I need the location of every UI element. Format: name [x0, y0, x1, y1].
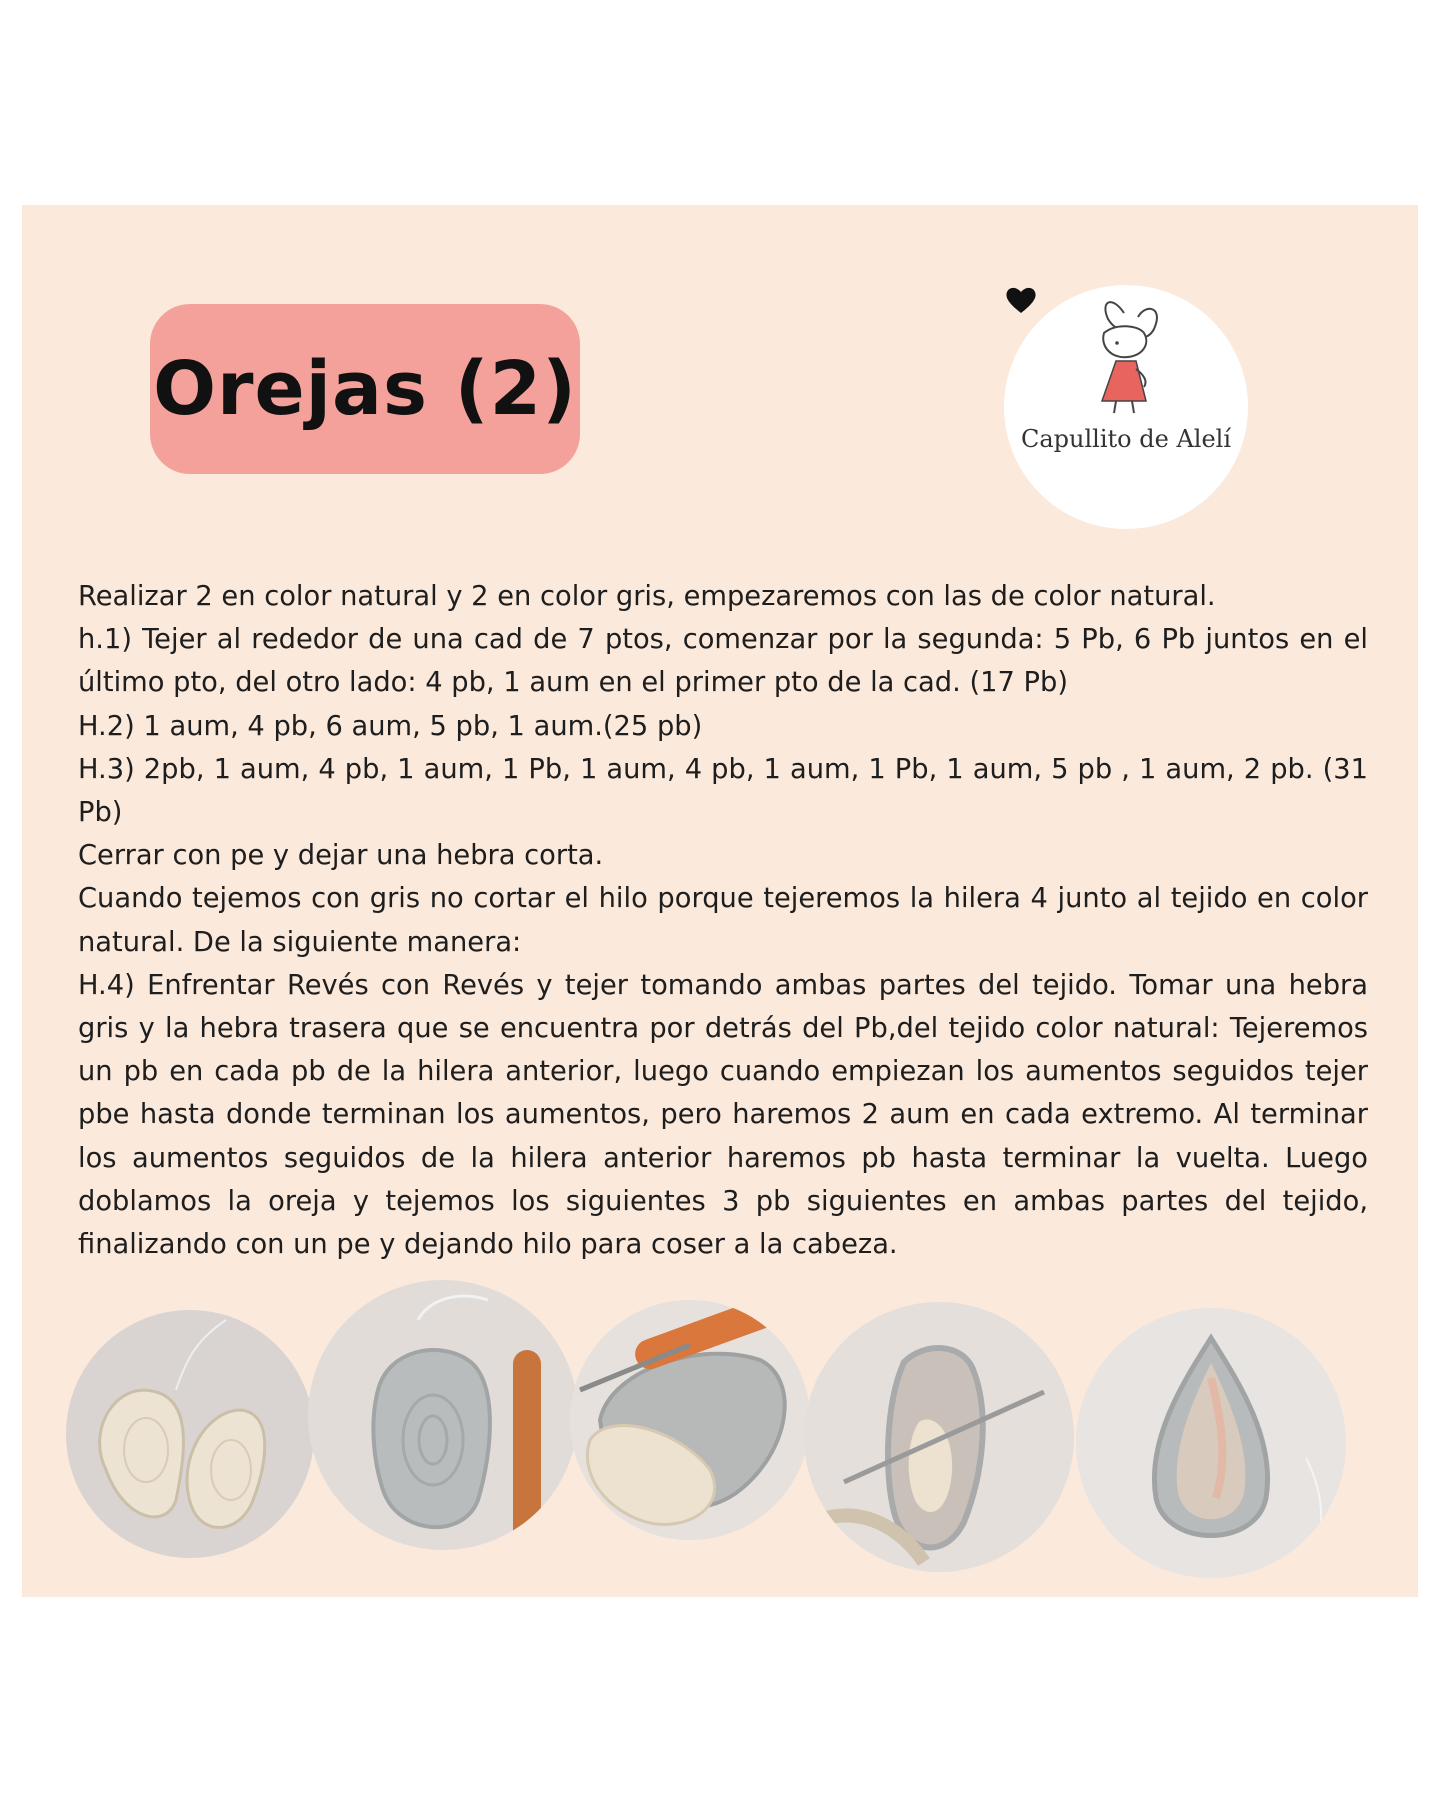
- pattern-instructions: [78, 575, 1368, 1266]
- row-1-paragraph: h.1) Tejer al rededor de una cad de 7 ptos, comenzar por la segunda: 5 Pb, 6 Pb juntos en el último pto, del otro lado: 4 pb, 1 aum en el primer pto de la cad. (17 Pb): [78, 624, 1368, 699]
- close-paragraph: Cerrar con pe y dejar una hebra corta.: [78, 840, 604, 872]
- photo-joining-pieces: [570, 1300, 810, 1540]
- heart-icon: [1004, 285, 1038, 315]
- brand-name: Capullito de Alelí: [1021, 425, 1231, 453]
- row-4-paragraph: H.4) Enfrentar Revés con Revés y tejer tomando ambas partes del tejido. Tomar una hebra gris y la hebra trasera que se encuentra por detrás del Pb,del tejido color natural: Tejeremos un pb en cada pb de la hilera anterior, luego cuando empiezan los aumentos seguidos tejer pbe hasta donde terminan los aumentos, pero haremos 2 aum en cada extremo. Al terminar los aumentos seguidos de la hilera anterior haremos pb hasta terminar la vuelta. Luego doblamos la oreja y tejemos los siguientes 3 pb siguientes en ambas partes del tejido, finalizando con un pe y dejando hilo para coser a la cabeza.: [78, 969, 1368, 1261]
- photo-grey-piece-with-hook: [308, 1280, 578, 1550]
- row-2-paragraph: H.2) 1 aum, 4 pb, 6 aum, 5 pb, 1 aum.(25 pb): [78, 710, 703, 742]
- photo-finished-ear: [1076, 1308, 1346, 1578]
- photo-two-ear-pieces: [66, 1310, 314, 1558]
- row-3-paragraph: H.3) 2pb, 1 aum, 4 pb, 1 aum, 1 Pb, 1 aum, 4 pb, 1 aum, 1 Pb, 1 aum, 5 pb , 1 aum, 2 pb. (31 Pb): [78, 753, 1368, 829]
- grey-note-paragraph: Cuando tejemos con gris no cortar el hilo porque tejeremos la hilera 4 junto al tejido en color natural. De la siguiente manera:: [78, 883, 1368, 958]
- intro-paragraph: Realizar 2 en color natural y 2 en color gris, empezaremos con las de color natural.: [78, 581, 1216, 612]
- photo-folding-ear: [804, 1302, 1074, 1572]
- brand-logo: [1004, 285, 1248, 529]
- title-badge: [150, 304, 580, 474]
- page-title: Orejas (2): [153, 346, 577, 432]
- bunny-icon: [1004, 285, 1248, 435]
